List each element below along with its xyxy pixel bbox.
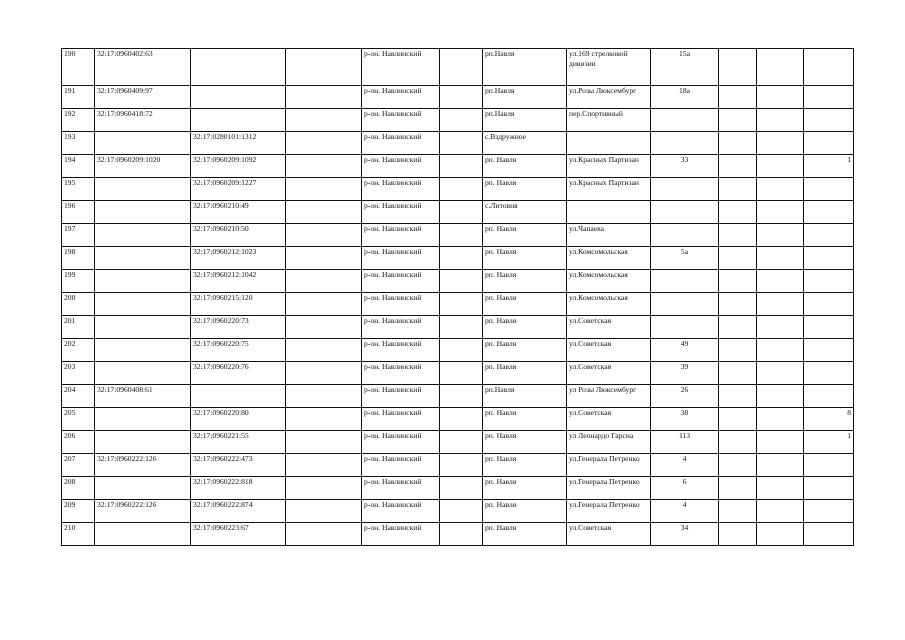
table-row (62, 86, 854, 109)
row-number-cell: 201 (62, 316, 95, 339)
table-row (62, 454, 854, 477)
col-11-cell (757, 408, 804, 431)
col-10-cell (719, 49, 757, 86)
district-cell: р-он. Навлинский (362, 201, 440, 224)
blank-col-cell (286, 362, 362, 385)
cadastral-number-cell (191, 86, 286, 109)
blank-col-2-cell (440, 201, 483, 224)
col-10-cell (719, 477, 757, 500)
settlement-cell: рп. Навля (483, 247, 567, 270)
house-number-cell: 4 (651, 454, 719, 477)
col-12-cell: 1 (804, 155, 854, 178)
blank-col-cell (286, 86, 362, 109)
cadastral-number-old-cell (95, 201, 191, 224)
street-cell: пер.Спортивный (567, 109, 651, 132)
table-row (62, 362, 854, 385)
table-row (62, 431, 854, 454)
house-number-cell (651, 109, 719, 132)
blank-col-2-cell (440, 49, 483, 86)
blank-col-2-cell (440, 523, 483, 546)
col-10-cell (719, 247, 757, 270)
street-cell (567, 201, 651, 224)
blank-col-2-cell (440, 109, 483, 132)
col-11-cell (757, 385, 804, 408)
district-cell: р-он. Навлинский (362, 109, 440, 132)
col-12-cell: 8 (804, 408, 854, 431)
cadastral-number-cell: 32:17:0960221:55 (191, 431, 286, 454)
col-11-cell (757, 339, 804, 362)
district-cell: р-он. Навлинский (362, 362, 440, 385)
table-body (62, 49, 854, 546)
settlement-cell: рп. Навля (483, 523, 567, 546)
col-10-cell (719, 431, 757, 454)
blank-col-cell (286, 224, 362, 247)
house-number-cell: 39 (651, 362, 719, 385)
settlement-cell: рп. Навля (483, 408, 567, 431)
blank-col-cell (286, 201, 362, 224)
settlement-cell: рп. Навля (483, 339, 567, 362)
table-row (62, 293, 854, 316)
street-cell: ул.Советская (567, 408, 651, 431)
row-number-cell: 193 (62, 132, 95, 155)
street-cell (567, 132, 651, 155)
house-number-cell (651, 178, 719, 201)
blank-col-cell (286, 477, 362, 500)
col-10-cell (719, 293, 757, 316)
cadastral-number-cell: 32:17:0960212:1023 (191, 247, 286, 270)
row-number-cell: 191 (62, 86, 95, 109)
district-cell: р-он. Навлинский (362, 454, 440, 477)
row-number-cell: 199 (62, 270, 95, 293)
cadastral-number-old-cell (95, 431, 191, 454)
row-number-cell: 203 (62, 362, 95, 385)
row-number-cell: 205 (62, 408, 95, 431)
col-12-cell (804, 86, 854, 109)
street-cell: ул.Генерала Петренко (567, 477, 651, 500)
col-11-cell (757, 500, 804, 523)
col-12-cell (804, 178, 854, 201)
blank-col-cell (286, 454, 362, 477)
cadastral-number-old-cell (95, 316, 191, 339)
row-number-cell: 195 (62, 178, 95, 201)
col-11-cell (757, 247, 804, 270)
table-row (62, 408, 854, 431)
col-10-cell (719, 109, 757, 132)
district-cell: р-он. Навлинский (362, 178, 440, 201)
row-number-cell: 208 (62, 477, 95, 500)
col-12-cell (804, 477, 854, 500)
district-cell: р-он. Навлинский (362, 224, 440, 247)
district-cell: р-он. Навлинский (362, 408, 440, 431)
settlement-cell: рп.Навля (483, 109, 567, 132)
cadastral-number-cell: 32:17:0960220:80 (191, 408, 286, 431)
cadastral-number-cell: 32:17:0960209:1227 (191, 178, 286, 201)
cadastral-number-old-cell (95, 178, 191, 201)
cadastral-number-cell: 32:17:0960222:818 (191, 477, 286, 500)
row-number-cell: 202 (62, 339, 95, 362)
house-number-cell (651, 201, 719, 224)
blank-col-2-cell (440, 132, 483, 155)
district-cell: р-он. Навлинский (362, 339, 440, 362)
col-11-cell (757, 224, 804, 247)
cadastral-number-cell: 32:17:0280101:1312 (191, 132, 286, 155)
blank-col-2-cell (440, 408, 483, 431)
row-number-cell: 209 (62, 500, 95, 523)
col-11-cell (757, 431, 804, 454)
blank-col-2-cell (440, 339, 483, 362)
blank-col-cell (286, 109, 362, 132)
table-row (62, 339, 854, 362)
blank-col-2-cell (440, 454, 483, 477)
cadastral-number-old-cell (95, 339, 191, 362)
district-cell: р-он. Навлинский (362, 247, 440, 270)
settlement-cell: рп. Навля (483, 454, 567, 477)
blank-col-2-cell (440, 247, 483, 270)
settlement-cell: рп. Навля (483, 362, 567, 385)
row-number-cell: 200 (62, 293, 95, 316)
blank-col-cell (286, 132, 362, 155)
cadastral-number-old-cell: 32:17:0960209:1020 (95, 155, 191, 178)
cadastral-number-old-cell: 32:17:0960408:61 (95, 385, 191, 408)
col-10-cell (719, 523, 757, 546)
table-row (62, 49, 854, 86)
blank-col-cell (286, 49, 362, 86)
street-cell: ул.Генерала Петренко (567, 454, 651, 477)
col-12-cell (804, 270, 854, 293)
settlement-cell: рп. Навля (483, 178, 567, 201)
table-row (62, 201, 854, 224)
house-number-cell: 33 (651, 155, 719, 178)
house-number-cell: 18а (651, 86, 719, 109)
house-number-cell: 49 (651, 339, 719, 362)
blank-col-2-cell (440, 500, 483, 523)
blank-col-2-cell (440, 224, 483, 247)
house-number-cell (651, 132, 719, 155)
col-11-cell (757, 132, 804, 155)
blank-col-cell (286, 178, 362, 201)
blank-col-2-cell (440, 293, 483, 316)
blank-col-2-cell (440, 270, 483, 293)
col-10-cell (719, 201, 757, 224)
blank-col-cell (286, 316, 362, 339)
street-cell: ул.169 стрелковой дивизии (567, 49, 651, 86)
cadastral-number-cell: 32:17:0960220:75 (191, 339, 286, 362)
cadastral-number-cell: 32:17:0960222:874 (191, 500, 286, 523)
street-cell: ул.Генерала Петренко (567, 500, 651, 523)
col-11-cell (757, 201, 804, 224)
settlement-cell: рп. Навля (483, 500, 567, 523)
table-row (62, 109, 854, 132)
cadastral-number-cell: 32:17:0960220:73 (191, 316, 286, 339)
col-12-cell (804, 362, 854, 385)
col-11-cell (757, 109, 804, 132)
street-cell: ул.Чапаева (567, 224, 651, 247)
col-10-cell (719, 224, 757, 247)
cadastral-number-cell: 32:17:0960215:120 (191, 293, 286, 316)
blank-col-cell (286, 431, 362, 454)
street-cell: ул.Советская (567, 523, 651, 546)
cadastral-number-cell: 32:17:0960222:473 (191, 454, 286, 477)
settlement-cell: рп. Навля (483, 224, 567, 247)
col-11-cell (757, 316, 804, 339)
district-cell: р-он. Навлинский (362, 500, 440, 523)
district-cell: р-он. Навлинский (362, 385, 440, 408)
cadastral-number-cell: 32:17:0960212:1042 (191, 270, 286, 293)
row-number-cell: 198 (62, 247, 95, 270)
col-10-cell (719, 178, 757, 201)
col-12-cell (804, 339, 854, 362)
table-row (62, 178, 854, 201)
blank-col-2-cell (440, 431, 483, 454)
col-10-cell (719, 500, 757, 523)
col-11-cell (757, 178, 804, 201)
row-number-cell: 194 (62, 155, 95, 178)
col-10-cell (719, 408, 757, 431)
registry-table (61, 48, 854, 546)
col-12-cell (804, 293, 854, 316)
settlement-cell: рп. Навля (483, 155, 567, 178)
blank-col-2-cell (440, 362, 483, 385)
blank-col-cell (286, 408, 362, 431)
blank-col-2-cell (440, 385, 483, 408)
house-number-cell (651, 316, 719, 339)
row-number-cell: 207 (62, 454, 95, 477)
settlement-cell: рп. Навля (483, 270, 567, 293)
house-number-cell: 26 (651, 385, 719, 408)
blank-col-cell (286, 523, 362, 546)
table-row (62, 270, 854, 293)
house-number-cell (651, 293, 719, 316)
col-12-cell (804, 49, 854, 86)
cadastral-number-cell: 32:17:0960210:50 (191, 224, 286, 247)
col-11-cell (757, 362, 804, 385)
street-cell: ул Розы Люксембург (567, 385, 651, 408)
col-12-cell (804, 132, 854, 155)
blank-col-2-cell (440, 477, 483, 500)
col-12-cell (804, 224, 854, 247)
settlement-cell: рп.Навля (483, 385, 567, 408)
street-cell: ул Леонардо Гарсиа (567, 431, 651, 454)
house-number-cell: 15а (651, 49, 719, 86)
house-number-cell: 38 (651, 408, 719, 431)
settlement-cell: рп. Навля (483, 293, 567, 316)
cadastral-number-old-cell (95, 270, 191, 293)
col-12-cell (804, 454, 854, 477)
district-cell: р-он. Навлинский (362, 293, 440, 316)
district-cell: р-он. Навлинский (362, 523, 440, 546)
house-number-cell (651, 224, 719, 247)
col-12-cell: 1 (804, 431, 854, 454)
blank-col-cell (286, 155, 362, 178)
col-10-cell (719, 270, 757, 293)
blank-col-cell (286, 270, 362, 293)
cadastral-number-old-cell: 32:17:0960409:97 (95, 86, 191, 109)
row-number-cell: 210 (62, 523, 95, 546)
col-11-cell (757, 477, 804, 500)
blank-col-cell (286, 500, 362, 523)
blank-col-2-cell (440, 155, 483, 178)
district-cell: р-он. Навлинский (362, 316, 440, 339)
house-number-cell: 113 (651, 431, 719, 454)
street-cell: ул.Комсомольская (567, 293, 651, 316)
settlement-cell: рп. Навля (483, 431, 567, 454)
cadastral-number-cell: 32:17:0960223:67 (191, 523, 286, 546)
col-11-cell (757, 454, 804, 477)
settlement-cell: рп. Навля (483, 316, 567, 339)
cadastral-number-old-cell: 32:17:0960402:63 (95, 49, 191, 86)
row-number-cell: 204 (62, 385, 95, 408)
table-row (62, 247, 854, 270)
settlement-cell: рп. Навля (483, 477, 567, 500)
cadastral-number-old-cell (95, 362, 191, 385)
cadastral-number-old-cell (95, 408, 191, 431)
house-number-cell: 6 (651, 477, 719, 500)
table-row (62, 523, 854, 546)
col-12-cell (804, 500, 854, 523)
cadastral-number-old-cell (95, 477, 191, 500)
district-cell: р-он. Навлинский (362, 86, 440, 109)
street-cell: ул.Комсомольская (567, 247, 651, 270)
blank-col-2-cell (440, 86, 483, 109)
col-11-cell (757, 49, 804, 86)
row-number-cell: 190 (62, 49, 95, 86)
district-cell: р-он. Навлинский (362, 155, 440, 178)
street-cell: ул.Красных Партизан (567, 178, 651, 201)
col-12-cell (804, 523, 854, 546)
col-11-cell (757, 270, 804, 293)
blank-col-2-cell (440, 178, 483, 201)
row-number-cell: 197 (62, 224, 95, 247)
cadastral-number-old-cell (95, 132, 191, 155)
table-row (62, 385, 854, 408)
district-cell: р-он. Навлинский (362, 431, 440, 454)
settlement-cell: с.Литовня (483, 201, 567, 224)
col-12-cell (804, 385, 854, 408)
cadastral-number-old-cell: 32:17:0960222:126 (95, 454, 191, 477)
cadastral-number-old-cell (95, 224, 191, 247)
settlement-cell: рп.Навля (483, 49, 567, 86)
district-cell: р-он. Навлинский (362, 477, 440, 500)
house-number-cell: 4 (651, 500, 719, 523)
row-number-cell: 192 (62, 109, 95, 132)
district-cell: р-он. Навлинский (362, 49, 440, 86)
cadastral-number-cell: 32:17:0960209:1092 (191, 155, 286, 178)
blank-col-cell (286, 247, 362, 270)
cadastral-number-cell (191, 49, 286, 86)
settlement-cell: с.Вздружное (483, 132, 567, 155)
street-cell: ул.Советская (567, 316, 651, 339)
district-cell: р-он. Навлинский (362, 132, 440, 155)
col-12-cell (804, 247, 854, 270)
col-10-cell (719, 316, 757, 339)
cadastral-number-cell: 32:17:0960220:76 (191, 362, 286, 385)
col-11-cell (757, 523, 804, 546)
street-cell: ул.Комсомольская (567, 270, 651, 293)
col-11-cell (757, 86, 804, 109)
cadastral-number-old-cell (95, 247, 191, 270)
table-row (62, 316, 854, 339)
col-11-cell (757, 155, 804, 178)
col-10-cell (719, 385, 757, 408)
table-row (62, 477, 854, 500)
row-number-cell: 206 (62, 431, 95, 454)
settlement-cell: рп.Навля (483, 86, 567, 109)
col-12-cell (804, 109, 854, 132)
street-cell: ул.Розы Люксембург (567, 86, 651, 109)
col-10-cell (719, 132, 757, 155)
col-12-cell (804, 201, 854, 224)
blank-col-cell (286, 339, 362, 362)
blank-col-2-cell (440, 316, 483, 339)
street-cell: ул.Советская (567, 362, 651, 385)
row-number-cell: 196 (62, 201, 95, 224)
table-row (62, 132, 854, 155)
cadastral-number-cell (191, 109, 286, 132)
col-11-cell (757, 293, 804, 316)
blank-col-cell (286, 385, 362, 408)
cadastral-number-cell: 32:17:0960210:49 (191, 201, 286, 224)
cadastral-number-cell (191, 385, 286, 408)
house-number-cell (651, 270, 719, 293)
cadastral-number-old-cell (95, 523, 191, 546)
street-cell: ул.Советская (567, 339, 651, 362)
table-row (62, 224, 854, 247)
blank-col-cell (286, 293, 362, 316)
col-10-cell (719, 339, 757, 362)
cadastral-number-old-cell: 32:17:0960418:72 (95, 109, 191, 132)
col-10-cell (719, 362, 757, 385)
district-cell: р-он. Навлинский (362, 270, 440, 293)
col-10-cell (719, 454, 757, 477)
cadastral-number-old-cell (95, 293, 191, 316)
col-10-cell (719, 155, 757, 178)
table-row (62, 155, 854, 178)
house-number-cell: 34 (651, 523, 719, 546)
col-10-cell (719, 86, 757, 109)
col-12-cell (804, 316, 854, 339)
table-row (62, 500, 854, 523)
house-number-cell: 5а (651, 247, 719, 270)
cadastral-number-old-cell: 32:17:0960222:126 (95, 500, 191, 523)
street-cell: ул.Красных Партизан (567, 155, 651, 178)
